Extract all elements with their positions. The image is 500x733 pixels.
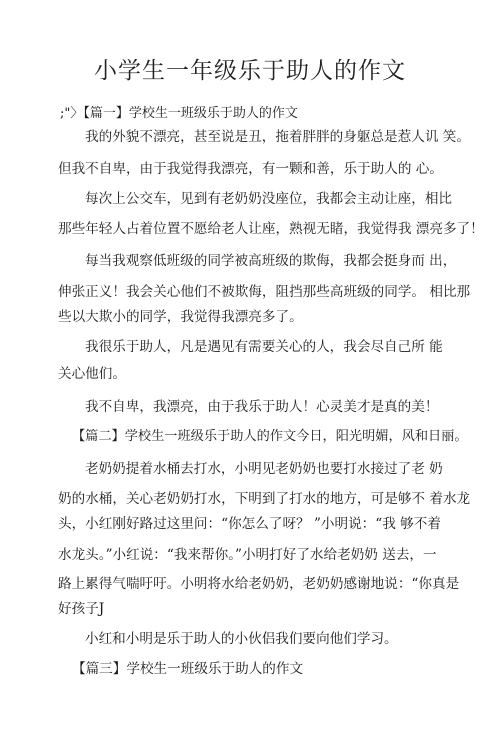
section-heading-1: ;"〉【篇一】学校生一班级乐于助人的作文 xyxy=(60,106,298,121)
paragraph-line: 些以大欺小的同学，我觉得我漂亮多了。 xyxy=(58,309,303,325)
document-title: 小学生一年级乐于助人的作文 xyxy=(94,58,406,84)
paragraph-line: 我不自卑，我漂亮，由于我乐于助人！心灵美才是真的美！ xyxy=(85,399,439,415)
paragraph-line: 头，小红刚好路过这里问：“你怎么了呀？ ”小明说：“我 够不着 xyxy=(58,516,441,532)
section-heading-3: 【篇三】学校生一班级乐于助人的作文 xyxy=(72,661,304,677)
paragraph-line: 每次上公交车，见到有老奶奶没座位，我都会主动让座，相比 xyxy=(85,191,453,207)
paragraph-line: 水龙头。”小红说：“我来帮你。”小明打好了水给老奶奶 送去，一 xyxy=(58,547,437,563)
paragraph-line: 那些年轻人占着位置不愿给老人让座，熟视无睹，我觉得我 漂亮多了！ xyxy=(58,221,484,237)
paragraph-line: 伸张正义！我会关心他们不被欺侮，阻挡那些高班级的同学。 相比那 xyxy=(58,284,471,300)
paragraph-line: 关心他们。 xyxy=(58,366,126,382)
paragraph-line: 好孩子J xyxy=(58,601,105,617)
section-heading-2: 【篇二】学校生一班级乐于助人的作文今日，阳光明媚，风和日丽。 xyxy=(72,429,468,444)
paragraph-line: 我很乐于助人，凡是遇见有需要关心的人，我会尽自己所 能 xyxy=(85,339,443,355)
paragraph-line: 但我不自卑，由于我觉得我漂亮，有一颗和善，乐于助人的 心。 xyxy=(58,161,443,177)
paragraph-line: 我的外貌不漂亮，甚至说是丑，拖着胖胖的身躯总是惹人讥 笑。 xyxy=(85,129,470,145)
paragraph-line: 每当我观察低班级的同学被高班级的欺侮，我都会挺身而 出， xyxy=(85,253,457,269)
paragraph-line: 老奶奶提着水桶去打水，小明见老奶奶也要打水接过了老 奶 xyxy=(85,461,443,477)
paragraph-line: 小红和小明是乐于助人的小伙侣我们要向他们学习。 xyxy=(85,631,398,647)
paragraph-line: 奶的水桶，关心老奶奶打水，下明到了打水的地方，可是够不 着水龙 xyxy=(58,491,471,507)
paragraph-line: 路上累得气喘吁吁。小明将水给老奶奶，老奶奶感谢地说：“你真是 xyxy=(58,576,460,592)
